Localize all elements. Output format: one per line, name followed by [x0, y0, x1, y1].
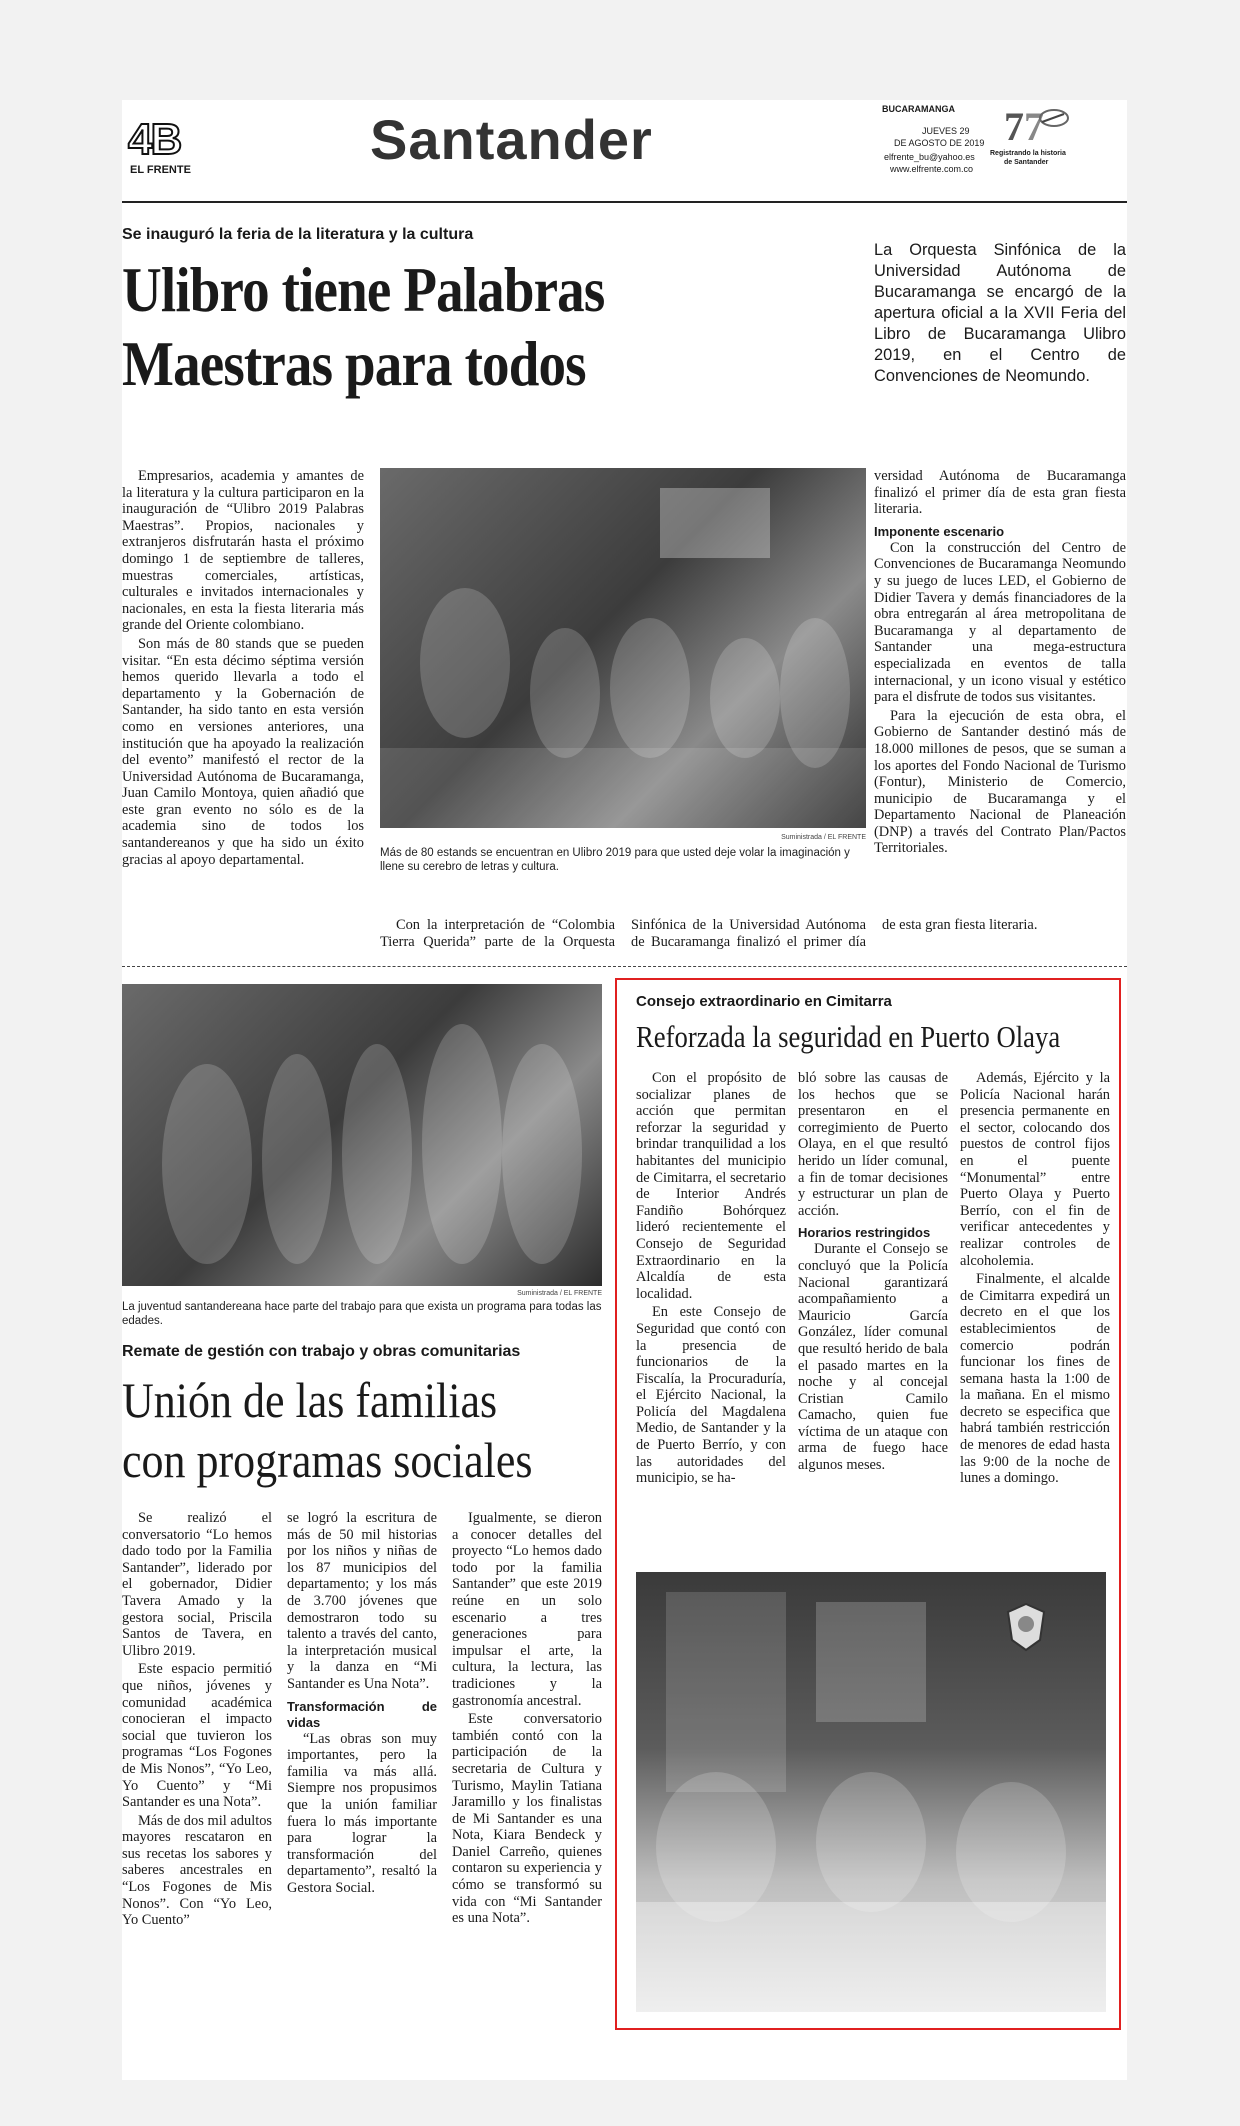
logo-caption-1: Registrando la historia [990, 150, 1066, 157]
article2-col2 [287, 1510, 437, 2010]
paragraph: versidad Autónoma de Bucaramanga finalizó el primer día de esta gran fiesta literaria. [874, 468, 1126, 518]
article1-kicker: Se inauguró la feria de la literatura y la cultura [122, 226, 474, 243]
paragraph: Igualmente, se dieron a conocer detalles del proyecto “Lo hemos dado todo por la familia Santander” que este 2019 reúne en un solo escenario a tres generaciones para impulsar el arte, la cultura, la lectura, las tradiciones y la gastronomía ancestral. [452, 1510, 602, 1709]
article2-kicker: Remate de gestión con trabajo y obras comunitarias [122, 1343, 521, 1360]
paragraph: bló sobre las causas de los hechos que se presentaron en el corregimiento de Puerto Olaya, en el que resultó herido un líder comunal, a fin de tomar decisiones y estructurar un plan de acción. [798, 1070, 948, 1219]
police-shield-icon [1006, 1602, 1046, 1652]
section-divider [122, 966, 1127, 967]
paragraph: Con la interpretación de “Colombia Tierra Querida” parte de la Orquesta Sinfónica de la Universidad Autónoma de Bucaramanga finalizó el primer día de esta gran fiesta literaria. [380, 917, 1038, 950]
section-title: Santander [370, 108, 653, 171]
article2-headline-2: con programas sociales [122, 1432, 533, 1488]
anniversary-logo-icon [1002, 104, 1072, 149]
subhead: Horarios restringidos [798, 1225, 931, 1241]
paragraph: Con la construcción del Centro de Convenciones de Bucaramanga Neomundo y su juego de luces LED, el Gobierno de Didier Tavera y demás financiadores de la obra entregarán al área metropolitana de Bucaramanga y al departamento de Santander una mega-estructura especializada en eventos de talla internacional, y un icono visual y estético para el disfrute de todos sus visitantes. [874, 539, 1126, 706]
article2-headline-1: Unión de las familias [122, 1372, 498, 1428]
subhead: Transformación de vidas [287, 1698, 437, 1730]
article1-headline-1: Ulibro tiene Palabras [122, 254, 605, 325]
article3-col1 [636, 1070, 786, 1560]
article2-col1 [122, 1510, 272, 2010]
subhead: Imponente escenario [874, 523, 1005, 539]
paragraph: Finalmente, el alcalde de Cimitarra expedirá un decreto en el que los establecimientos de comercio podrán funcionar los fines de semana hasta la 1:00 de la mañana. En el mismo decreto se especifica que habrá también restricción de menores de edad hasta las 9:00 de la noche de lunes a domingo. [960, 1271, 1110, 1487]
masthead-rule [122, 201, 1127, 203]
article3-kicker: Consejo extraordinario en Cimitarra [636, 993, 892, 1010]
page-number: 4B [128, 115, 181, 164]
paragraph: Con el propósito de socializar planes de acción que permitan reforzar la seguridad y brindar tranquilidad a los habitantes del municipio de Cimitarra, el secretario de Interior Andrés Fandiño Bohórquez lideró recientemente el Consejo de Seguridad Extraordinario en la Alcaldía de esta localidad. [636, 1070, 786, 1302]
paragraph: Este conversatorio también contó con la participación de la secretaria de Cultura y Turismo, Maylin Tatiana Jaramillo y los finalistas de Mi Santander es una Nota, Kiara Bendeck y Daniel Carreño, quienes contaron su experiencia y cómo se transformó su vida con “Mi Santander es una Nota”. [452, 1711, 602, 1927]
paragraph: “Las obras son muy importantes, pero la familia va más allá. Siempre nos propusimos que la unión familiar fuera lo más importante para lograr la transformación del departamento”, resaltó la Gestora Social. [287, 1730, 437, 1896]
youth-photo [122, 984, 602, 1286]
article1-col2-bottom [380, 917, 1038, 953]
photo-credit: Suministrada / EL FRENTE [781, 834, 866, 841]
logo-caption-2: de Santander [1004, 159, 1049, 166]
paragraph: Además, Ejército y la Policía Nacional harán presencia permanente en el sector, colocando dos puestos de control fijos en el puente “Monumental” entre Puerto Olaya y Puerto Berrío, con el fin de verificar antecedentes y realizar controles de alcoholemia. [960, 1070, 1110, 1269]
paragraph: En este Consejo de Seguridad que contó con la presencia de funcionarios de la Fiscalía, la Procuraduría, el Ejército Nacional, la Policía del Magdalena Medio, de Santander y la de Puerto Berrío, y con las autoridades del municipio, se ha- [636, 1304, 786, 1487]
ulibro-photo [380, 468, 866, 828]
article1-lead: La Orquesta Sinfónica de la Universidad Autónoma de Bucaramanga se encargó de la apertura oficial a la XVII Feria del Libro de Bucaramanga Ulibro 2019, en el Centro de Convenciones de Neomundo. [874, 241, 1126, 385]
paragraph: Son más de 80 stands que se pueden visitar. “En esta décimo séptima versión hemos querido llevarla a todo el departamento y la Gobernación de Santander, ha sido tanto en esta versión como en versiones anteriores, una institución que ha apoyado la realización del evento” manifestó el rector de la Universidad Autónoma de Bucaramanga, Juan Camilo Montoya, quien añadió que este gran evento no sólo es de la academia sino de todos los santandereanos y que ha sido un éxito gracias al apoyo departamental. [122, 635, 364, 868]
newspaper-page [122, 100, 1127, 2080]
svg-text:7: 7 [1024, 104, 1044, 149]
article3-col3 [960, 1070, 1110, 1560]
photo-caption: La juventud santandereana hace parte del trabajo para que exista un programa para todas las edades. [122, 1301, 602, 1327]
paper-name: EL FRENTE [130, 164, 191, 176]
paragraph: Para la ejecución de esta obra, el Gobierno de Santander destinó más de 18.000 millones de pesos, que se suman a los aportes del Fondo Nacional de Turismo (Fontur), Ministerio de Comercio, municipio de Bucaramanga y el Departamento Nacional de Planeación (DNP) a través del Contrato Plan/Pactos Territoriales. [874, 707, 1126, 857]
email-text: elfrente_bu@yahoo.es [884, 152, 975, 162]
date-line-1: JUEVES 29 [922, 126, 970, 136]
website-text: www.elfrente.com.co [890, 164, 974, 174]
city-label: BUCARAMANGA [882, 104, 955, 114]
security-meeting-photo [636, 1572, 1106, 2012]
paragraph: Este espacio permitió que niños, jóvenes y comunidad académica conocieran el impacto social que tuvieron los programas “Los Fogones de Mis Nonos”, “Yo Leo, Yo Cuento” y “Mi Santander es una Nota”. [122, 1661, 272, 1811]
svg-text:7: 7 [1004, 104, 1024, 149]
date-line-2: DE AGOSTO DE 2019 [894, 138, 985, 148]
paragraph: Durante el Consejo se concluyó que la Policía Nacional garantizará acompañamiento a Mauricio García González, líder comunal que resultó herido de bala el pasado martes en la noche y al concejal Cristian Camilo Camacho, quien fue víctima de un ataque con arma de fuego hace algunos meses. [798, 1241, 948, 1474]
article2-col3 [452, 1510, 602, 2010]
article1-col3 [874, 468, 1126, 953]
paragraph: Empresarios, academia y amantes de la literatura y la cultura participaron en la inauguración de “Ulibro 2019 Palabras Maestras”. Propios, nacionales y extranjeros disfrutarán hasta el próximo domingo 1 de septiembre de talleres, muestras comerciales, artísticas, culturales e invitados internacionales y nacionales, en esta la fiesta literaria más grande del Oriente colombiano. [122, 468, 364, 634]
article3-headline: Reforzada la seguridad en Puerto Olaya [636, 1019, 1061, 1054]
paragraph: Se realizó el conversatorio “Lo hemos dado todo por la Familia Santander”, liderado por el gobernador, Didier Tavera Amado y la gestora social, Priscila Santos de Tavera, en Ulibro 2019. [122, 1510, 272, 1659]
article1-headline-2: Maestras para todos [122, 328, 586, 399]
photo-credit: Suministrada / EL FRENTE [517, 1290, 602, 1297]
paragraph: Más de dos mil adultos mayores rescataron en sus recetas los sabores y saberes ancestrales en “Los Fogones de Mis Nonos”. Con “Yo Leo, Yo Cuento” [122, 1812, 272, 1929]
article1-col1 [122, 468, 364, 953]
photo-caption: Más de 80 estands se encuentran en Ulibro 2019 para que usted deje volar la imaginación y llene su cerebro de letras y cultura. [380, 847, 850, 873]
paragraph: se logró la escritura de más de 50 mil historias por los niños y niñas de los 87 municipios del departamento; y los más de 3.700 jóvenes que demostraron todo su talento a través del canto, la interpretación musical y la danza en “Mi Santander es Una Nota”. [287, 1510, 437, 1692]
article3-col2 [798, 1070, 948, 1560]
